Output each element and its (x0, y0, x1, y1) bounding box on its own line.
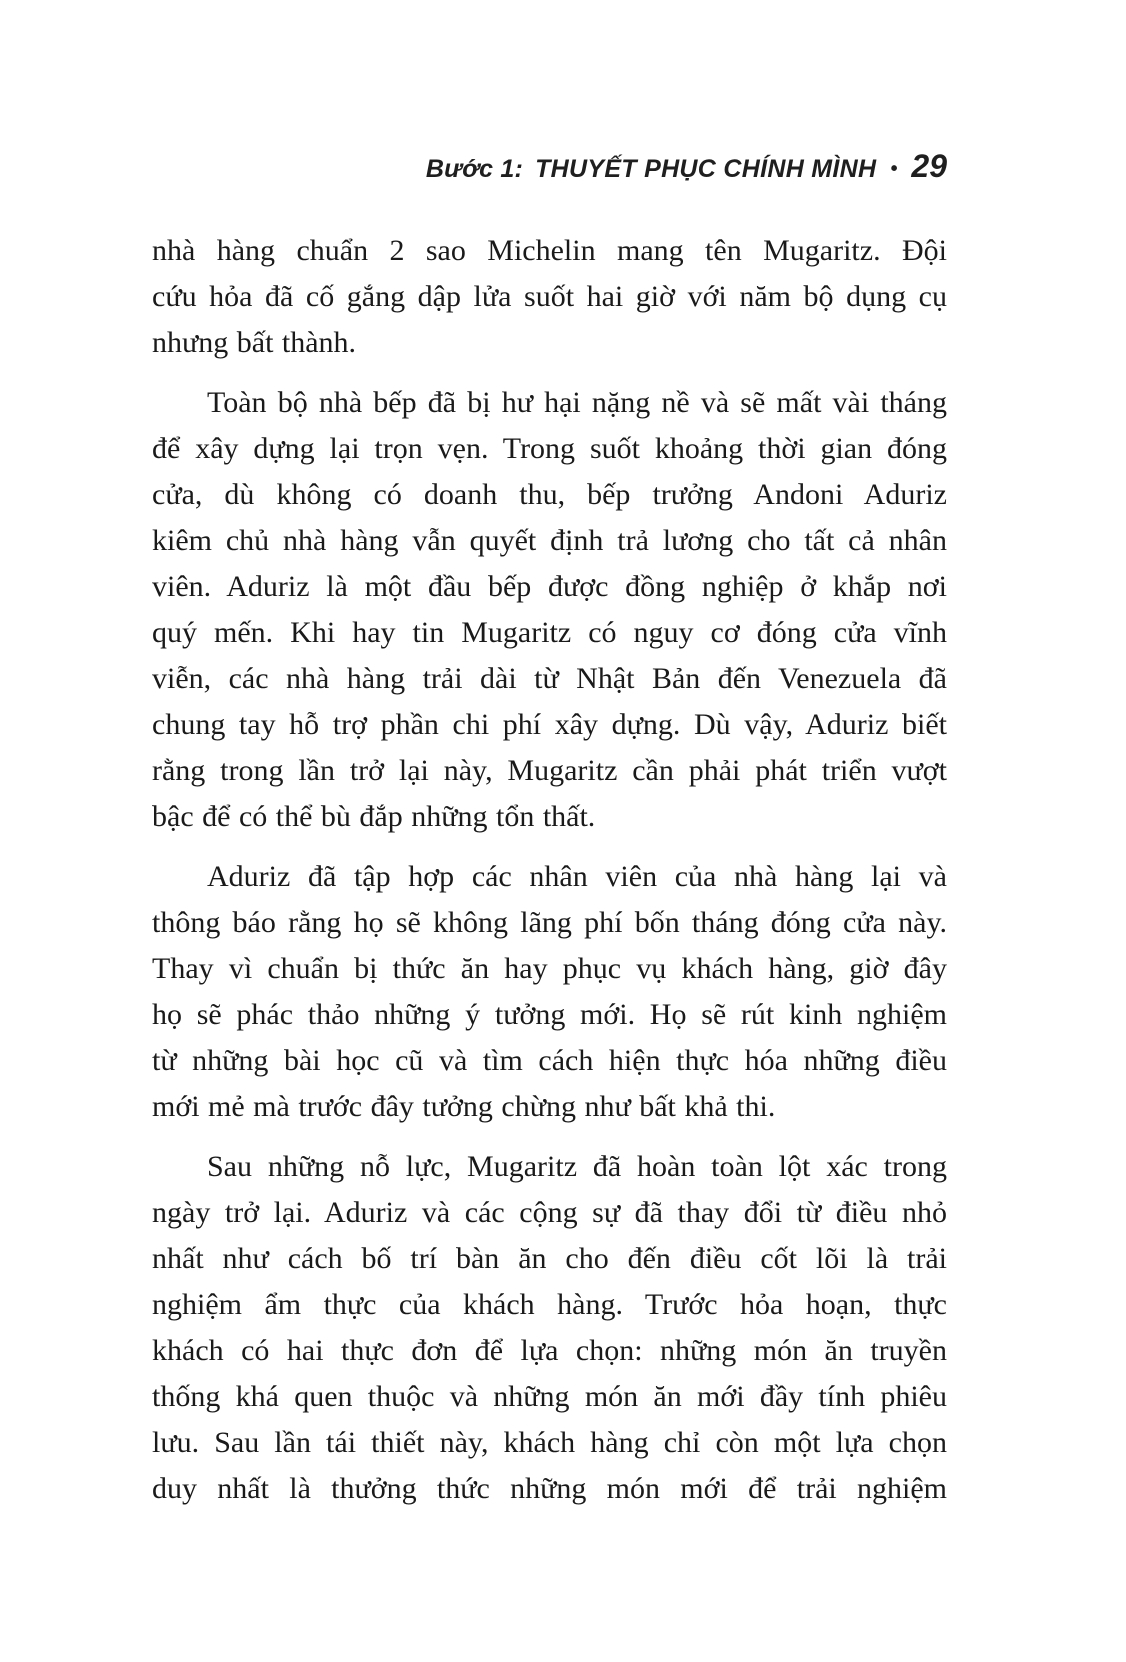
text-line: Aduriz đã tập hợp các nhân viên của nhà hàng lại và (207, 860, 947, 893)
text-line: nghiệm ẩm thực của khách hàng. Trước hỏa hoạn, thực (152, 1288, 947, 1321)
running-header (426, 148, 947, 185)
text-line: chung tay hỗ trợ phần chi phí xây dựng. Dù vậy, Aduriz biết (152, 708, 947, 741)
text-line: Sau những nỗ lực, Mugaritz đã hoàn toàn lột xác trong (207, 1150, 947, 1183)
text-line: duy nhất là thưởng thức những món mới để trải nghiệm (152, 1472, 947, 1505)
text-line: cửa, dù không có doanh thu, bếp trưởng Andoni Aduriz (152, 478, 947, 511)
text-line: quý mến. Khi hay tin Mugaritz có nguy cơ đóng cửa vĩnh (152, 616, 947, 649)
text-line: bậc để có thể bù đắp những tổn thất. (152, 800, 596, 833)
separator-dot-icon: • (890, 158, 898, 180)
paragraph (152, 380, 947, 840)
text-line: thống khá quen thuộc và những món ăn mới đầy tính phiêu (152, 1380, 947, 1413)
page-number: 29 (911, 148, 947, 184)
body-text (152, 228, 947, 1512)
text-line: từ những bài học cũ và tìm cách hiện thực hóa những điều (152, 1044, 947, 1077)
text-line: họ sẽ phác thảo những ý tưởng mới. Họ sẽ rút kinh nghiệm (152, 998, 947, 1031)
text-line: viễn, các nhà hàng trải dài từ Nhật Bản đến Venezuela đã (152, 662, 947, 695)
chapter-title: THUYẾT PHỤC CHÍNH MÌNH (535, 155, 877, 183)
text-line: viên. Aduriz là một đầu bếp được đồng nghiệp ở khắp nơi (152, 570, 947, 603)
text-line: lưu. Sau lần tái thiết này, khách hàng chỉ còn một lựa chọn (152, 1426, 947, 1459)
text-line: thông báo rằng họ sẽ không lãng phí bốn tháng đóng cửa này. (152, 906, 947, 939)
text-line: để xây dựng lại trọn vẹn. Trong suốt khoảng thời gian đóng (152, 432, 947, 465)
paragraph (152, 854, 947, 1130)
text-line: ngày trở lại. Aduriz và các cộng sự đã thay đổi từ điều nhỏ (152, 1196, 947, 1229)
text-line: Toàn bộ nhà bếp đã bị hư hại nặng nề và sẽ mất vài tháng (207, 386, 947, 419)
chapter-step-label: Bước 1: (425, 155, 524, 183)
text-line: nhất như cách bố trí bàn ăn cho đến điều cốt lõi là trải (152, 1242, 947, 1275)
paragraph (152, 228, 947, 366)
text-line: cứu hỏa đã cố gắng dập lửa suốt hai giờ với năm bộ dụng cụ (152, 280, 947, 313)
text-line: nhưng bất thành. (152, 326, 357, 359)
text-line: rằng trong lần trở lại này, Mugaritz cần phải phát triển vượt (152, 754, 947, 787)
text-line: kiêm chủ nhà hàng vẫn quyết định trả lương cho tất cả nhân (152, 524, 947, 557)
text-line: khách có hai thực đơn để lựa chọn: những món ăn truyền (152, 1334, 947, 1367)
text-line: nhà hàng chuẩn 2 sao Michelin mang tên Mugaritz. Đội (152, 234, 947, 267)
text-line: Thay vì chuẩn bị thức ăn hay phục vụ khách hàng, giờ đây (152, 952, 947, 985)
text-line: mới mẻ mà trước đây tưởng chừng như bất khả thi. (152, 1090, 776, 1123)
paragraph (152, 1144, 947, 1512)
